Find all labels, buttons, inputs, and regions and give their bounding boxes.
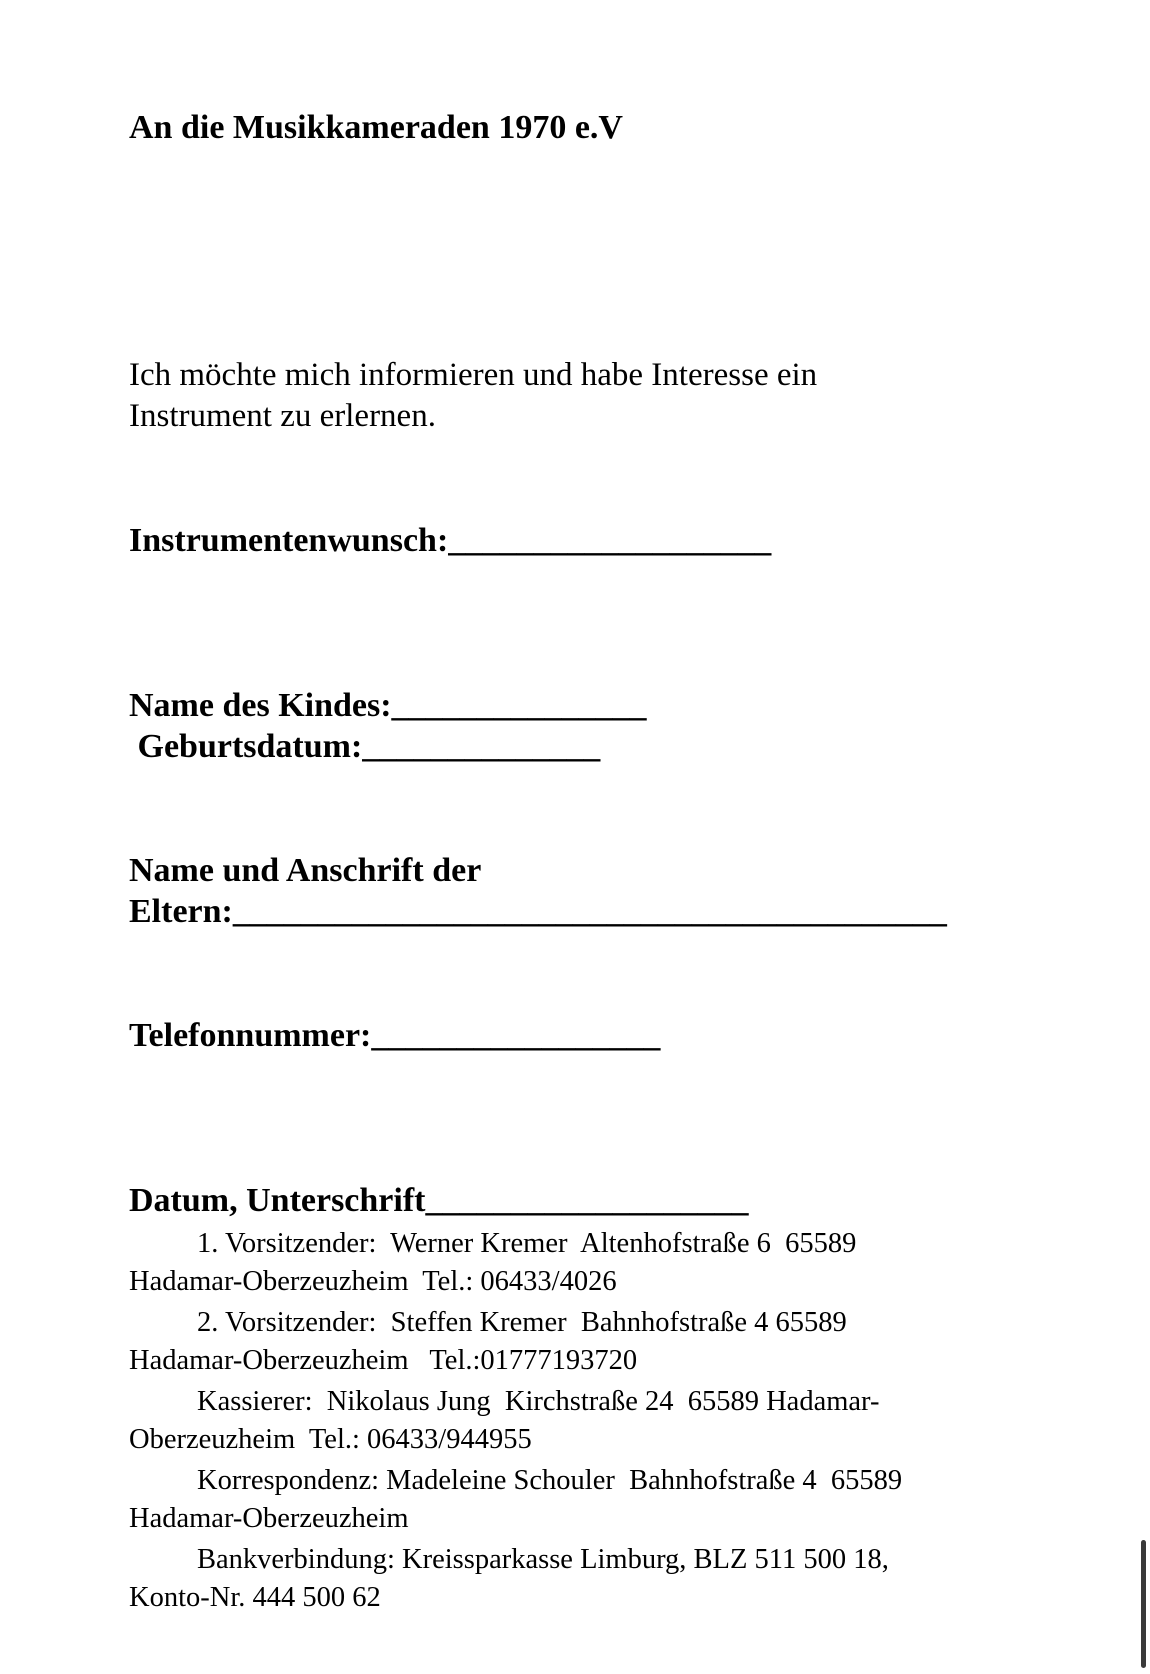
intro-text-line-2: Instrument zu erlernen. [129,398,436,434]
treasurer-line-1: Kassierer: Nikolaus Jung Kirchstraße 24 65589 Hadamar- [197,1386,880,1417]
intro-text-line-1: Ich möchte mich informieren und habe Interesse ein [129,357,818,393]
correspondence-line-2: Hadamar-Oberzeuzheim [129,1503,409,1534]
birthdate-field: Geburtsdatum:______________ [129,728,601,765]
chair2-line-1: 2. Vorsitzender: Steffen Kremer Bahnhofstraße 4 65589 [197,1307,847,1338]
instrument-field: Instrumentenwunsch:___________________ [129,522,772,559]
addressee-heading: An die Musikkameraden 1970 e.V [129,109,623,146]
vertical-scrollbar[interactable] [1141,1540,1146,1668]
chair2-line-2: Hadamar-Oberzeuzheim Tel.:01777193720 [129,1345,638,1376]
chair1-line-1: 1. Vorsitzender: Werner Kremer Altenhofstraße 6 65589 [197,1228,857,1259]
correspondence-line-1: Korrespondenz: Madeleine Schouler Bahnhofstraße 4 65589 [197,1465,903,1496]
bank-line-2: Konto-Nr. 444 500 62 [129,1582,381,1613]
child-name-field: Name des Kindes:_______________ [129,687,647,724]
phone-field: Telefonnummer:_________________ [129,1017,661,1054]
signature-field: Datum, Unterschrift___________________ [129,1182,749,1219]
bank-line-1: Bankverbindung: Kreissparkasse Limburg, BLZ 511 500 18, [197,1544,889,1575]
parents-field-label: Name und Anschrift der [129,852,482,889]
chair1-line-2: Hadamar-Oberzeuzheim Tel.: 06433/4026 [129,1266,617,1297]
parents-field: Eltern:__________________________________________ [129,893,947,930]
treasurer-line-2: Oberzeuzheim Tel.: 06433/944955 [129,1424,532,1455]
